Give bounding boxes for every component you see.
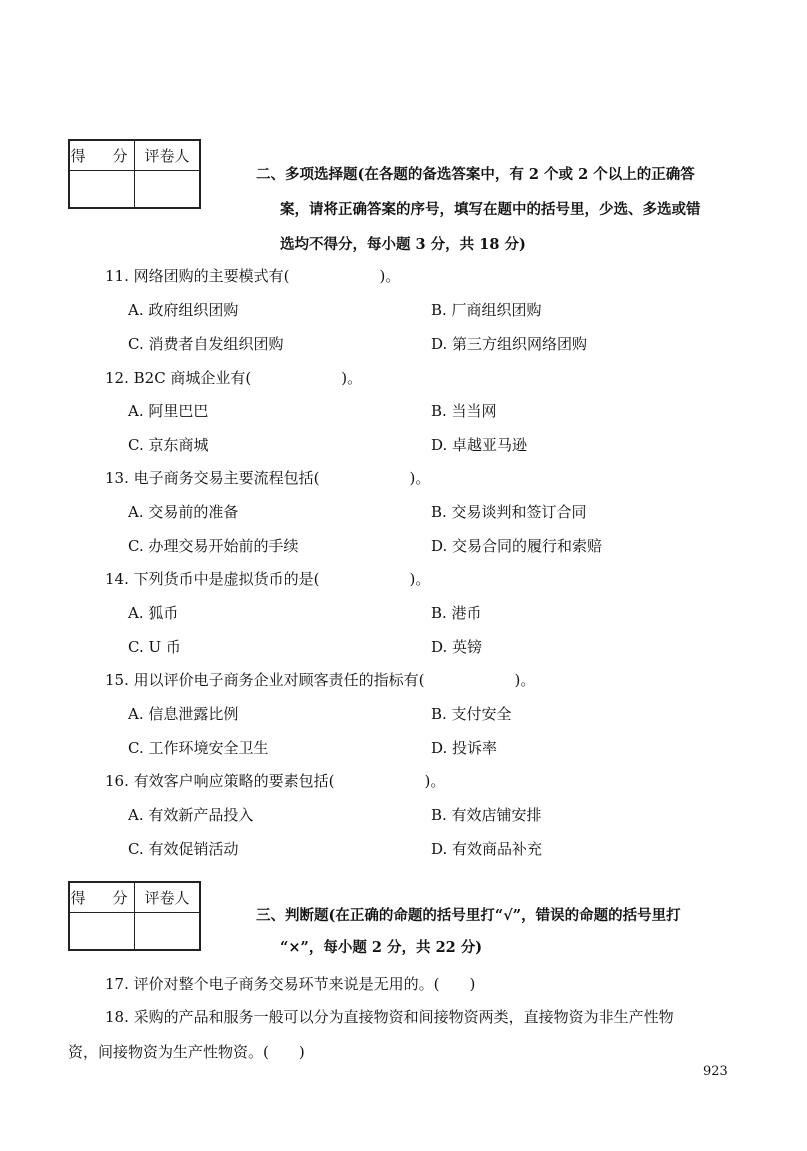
grader-cell: [135, 912, 201, 950]
question-15-option-d: D. 投诉率: [431, 739, 498, 757]
question-14-option-b: B. 港币: [431, 604, 482, 622]
section2-title-line3: 选均不得分，每小题 3 分，共 18 分): [280, 236, 526, 253]
score-box-2: [68, 881, 201, 951]
question-12-stem: 12. B2C 商城企业有( )。: [105, 369, 363, 387]
question-13-option-b: B. 交易谈判和签订合同: [431, 503, 587, 521]
grader-header: 评卷人: [135, 882, 201, 912]
question-13-stem: 13. 电子商务交易主要流程包括( )。: [105, 469, 431, 487]
question-14-option-a: A. 狐币: [128, 604, 179, 622]
score-cell: [69, 912, 135, 950]
question-12-option-b: B. 当当网: [431, 402, 497, 420]
question-16-option-a: A. 有效新产品投入: [128, 806, 254, 824]
score-header: 得 分: [69, 140, 135, 170]
question-14-stem: 14. 下列货币中是虚拟货币的是( )。: [105, 570, 431, 588]
section3-title-line1: 三、判断题(在正确的命题的括号里打“√”，错误的命题的括号里打: [256, 907, 681, 924]
question-14-option-d: D. 英镑: [431, 638, 483, 656]
section2-title-line1: 二、多项选择题(在各题的备选答案中，有 2 个或 2 个以上的正确答: [256, 166, 695, 183]
score-box-1: [68, 139, 201, 209]
grader-cell: [135, 170, 201, 208]
question-12-option-d: D. 卓越亚马逊: [431, 436, 528, 454]
page-number: 923: [703, 1064, 728, 1079]
judgment-18-line1: 18. 采购的产品和服务一般可以分为直接物资和间接物资两类，直接物资为非生产性物: [105, 1008, 674, 1026]
question-16-option-b: B. 有效店铺安排: [431, 806, 542, 824]
question-15-option-a: A. 信息泄露比例: [128, 705, 239, 723]
question-11-stem: 11. 网络团购的主要模式有( )。: [105, 267, 401, 285]
section3-title-line2: “×”，每小题 2 分，共 22 分): [280, 939, 483, 956]
score-cell: [69, 170, 135, 208]
grader-header: 评卷人: [135, 140, 201, 170]
question-13-option-a: A. 交易前的准备: [128, 503, 239, 521]
question-16-option-c: C. 有效促销活动: [128, 840, 239, 858]
question-14-option-c: C. U 币: [128, 638, 181, 656]
question-15-option-c: C. 工作环境安全卫生: [128, 739, 269, 757]
question-11-option-d: D. 第三方组织网络团购: [431, 335, 588, 353]
question-12-option-c: C. 京东商城: [128, 436, 209, 454]
question-13-option-c: C. 办理交易开始前的手续: [128, 537, 299, 555]
question-13-option-d: D. 交易合同的履行和索赔: [431, 537, 603, 555]
judgment-17: 17. 评价对整个电子商务交易环节来说是无用的。( ): [105, 975, 476, 993]
question-15-option-b: B. 支付安全: [431, 705, 512, 723]
question-11-option-c: C. 消费者自发组织团购: [128, 335, 284, 353]
question-16-stem: 16. 有效客户响应策略的要素包括( )。: [105, 772, 446, 790]
score-header: 得 分: [69, 882, 135, 912]
question-12-option-a: A. 阿里巴巴: [128, 402, 209, 420]
section2-title-line2: 案，请将正确答案的序号，填写在题中的括号里，少选、多选或错: [280, 201, 701, 218]
question-11-option-b: B. 厂商组织团购: [431, 301, 542, 319]
question-16-option-d: D. 有效商品补充: [431, 840, 543, 858]
question-15-stem: 15. 用以评价电子商务企业对顾客责任的指标有( )。: [105, 671, 536, 689]
question-11-option-a: A. 政府组织团购: [128, 301, 239, 319]
judgment-18-line2: 资，间接物资为生产性物资。( ): [68, 1043, 305, 1061]
